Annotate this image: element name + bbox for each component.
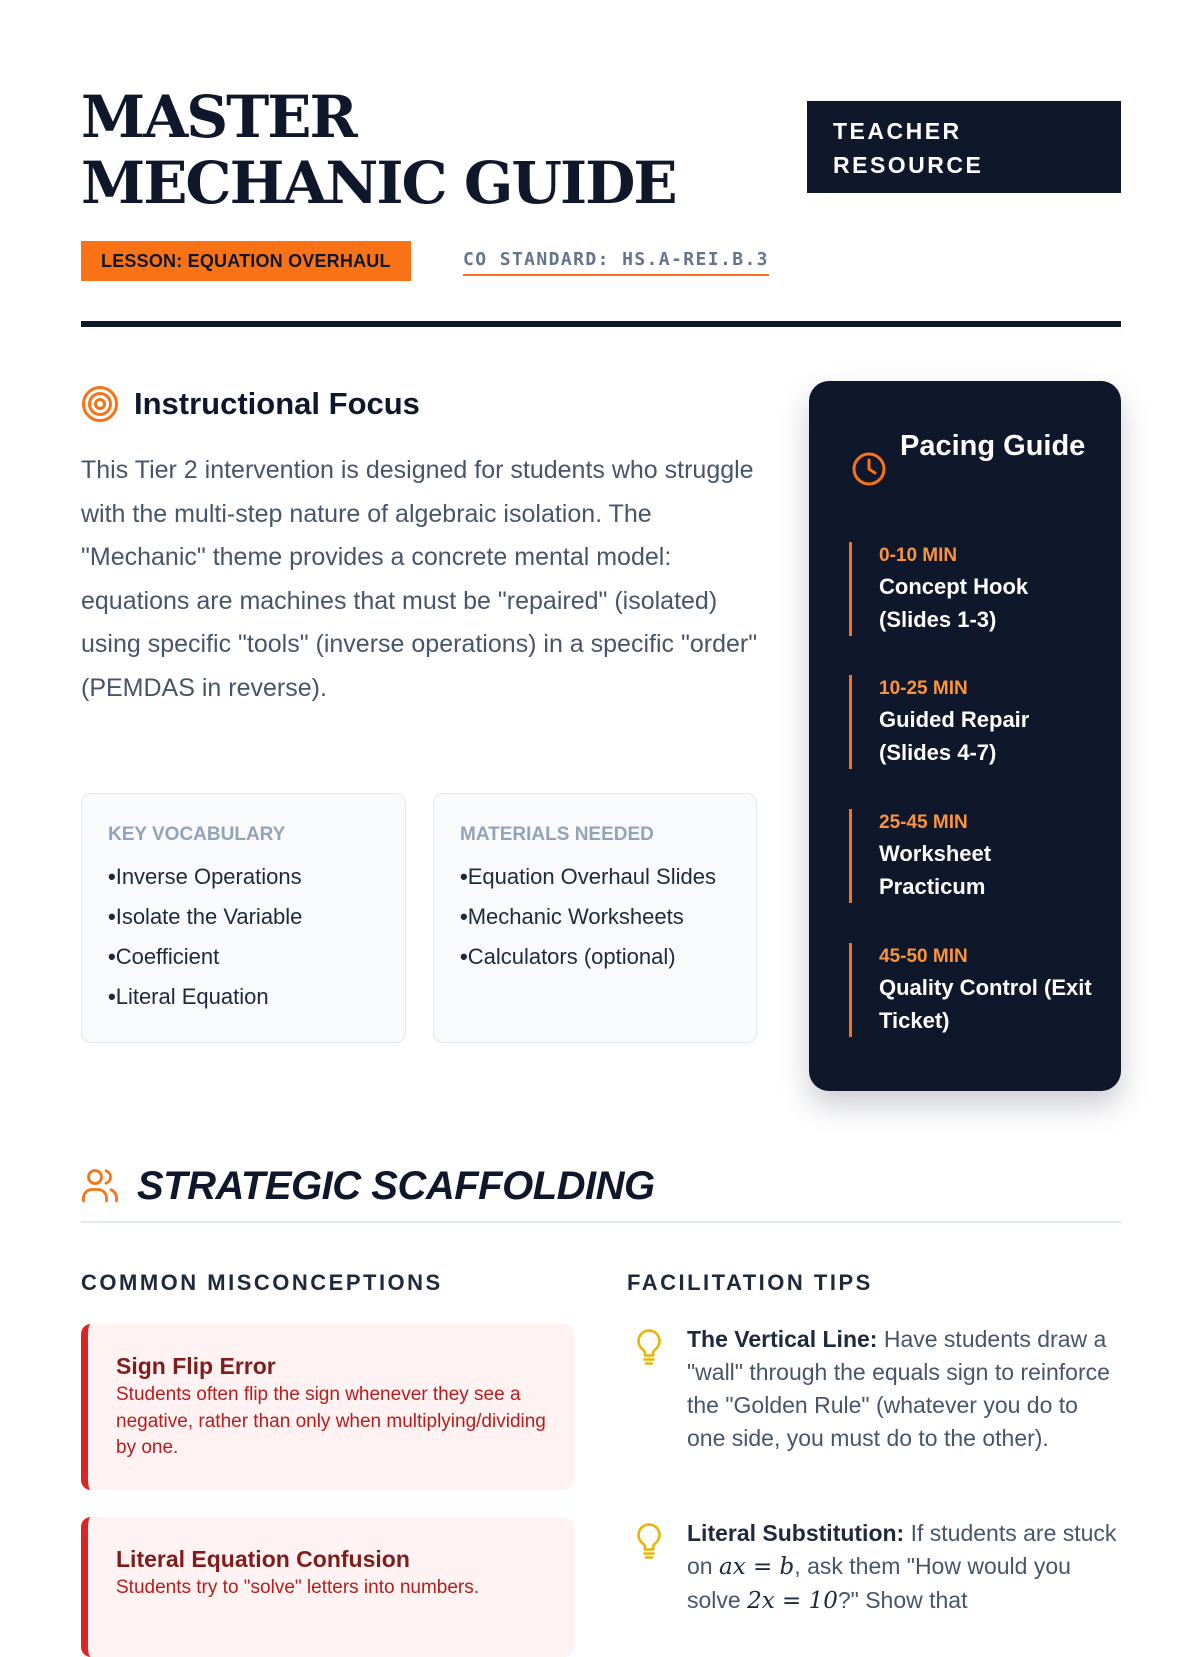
header-divider <box>81 321 1121 327</box>
misconception-title: Literal Equation Confusion <box>116 1546 410 1572</box>
misconception-text: Students often flip the sign whenever they see a negative, rather than only when multiplying/dividing by one. <box>116 1384 546 1458</box>
materials-list <box>460 860 730 973</box>
pacing-label: Quality Control (Exit Ticket) <box>879 975 1092 1033</box>
key-vocabulary-label: KEY VOCABULARY <box>108 824 286 845</box>
page-title: MASTER MECHANIC GUIDE <box>81 83 676 217</box>
pacing-guide-panel <box>809 381 1121 1091</box>
facilitation-tips-heading: FACILITATION TIPS <box>627 1270 873 1295</box>
tip-text <box>687 1323 1121 1455</box>
lesson-tag: LESSON: EQUATION OVERHAUL <box>81 241 411 281</box>
vocabulary-list <box>108 860 379 1013</box>
pacing-item <box>849 809 1099 903</box>
lightbulb-icon <box>635 1328 663 1366</box>
list-item: • Equation Overhaul Slides <box>460 860 730 893</box>
facilitation-tip <box>627 1323 1121 1455</box>
pacing-time: 25-45 MIN <box>879 812 968 833</box>
lightbulb-icon <box>635 1522 663 1560</box>
pacing-label: Worksheet Practicum <box>879 841 992 899</box>
tip-body: ?" Show that <box>837 1587 968 1613</box>
instructional-focus-text: This Tier 2 intervention is designed for students who struggle with the multi-step nature of algebraic isolation. The "Mechanic" theme provides a concrete mental model: equations are machines that must be "repaired" (isolated) using specific "tools" (inverse operations) in a specific "order" (PEMDAS in reverse). <box>81 456 758 702</box>
list-item: • Mechanic Worksheets <box>460 900 730 933</box>
pacing-label: Concept Hook (Slides 1-3) <box>879 574 1029 632</box>
clock-icon <box>851 451 887 487</box>
teacher-resource-badge: TEACHER RESOURCE <box>807 101 1121 193</box>
pacing-time: 45-50 MIN <box>879 946 968 967</box>
list-item: • Inverse Operations <box>108 860 379 893</box>
pacing-time: 0-10 MIN <box>879 545 958 566</box>
math-expression: ax = b <box>718 1554 795 1580</box>
list-item: • Isolate the Variable <box>108 900 379 933</box>
misconception-card <box>81 1517 574 1657</box>
list-item: • Calculators (optional) <box>460 940 730 973</box>
users-icon <box>81 1166 119 1204</box>
tip-body: , ask them "How would you solve <box>687 1553 1071 1613</box>
facilitation-tip <box>627 1517 1121 1618</box>
materials-needed-label: MATERIALS NEEDED <box>460 824 654 845</box>
materials-needed-card <box>433 793 757 1043</box>
tip-text <box>687 1517 1121 1618</box>
tip-body: If students are stuck on <box>687 1520 1117 1579</box>
pacing-item <box>849 943 1099 1037</box>
misconception-card <box>81 1324 574 1490</box>
misconception-text: Students try to "solve" letters into numbers. <box>116 1577 480 1598</box>
target-icon <box>81 385 119 423</box>
tip-title: The Vertical Line: <box>687 1326 878 1352</box>
pacing-guide-heading: Pacing Guide <box>900 430 1086 462</box>
strategic-scaffolding-heading: STRATEGIC SCAFFOLDING <box>137 1164 655 1208</box>
section-divider <box>81 1221 1121 1223</box>
list-item: • Literal Equation <box>108 980 379 1013</box>
list-item: • Coefficient <box>108 940 379 973</box>
key-vocabulary-card <box>81 793 406 1043</box>
math-expression: 2x = 10 <box>747 1588 838 1614</box>
tip-title: Literal Substitution: <box>687 1520 905 1546</box>
teacher-guide-page <box>81 0 1121 1614</box>
instructional-focus-heading: Instructional Focus <box>134 386 420 421</box>
misconceptions-heading: COMMON MISCONCEPTIONS <box>81 1270 443 1295</box>
pacing-label: Guided Repair (Slides 4-7) <box>879 707 1030 765</box>
tip-body: Have students draw a "wall" through the equals sign to reinforce the "Golden Rule" (whatever you do to one side, you must do to the other). <box>687 1326 1110 1451</box>
pacing-item <box>849 675 1099 769</box>
standard-link[interactable]: CO STANDARD: HS.A-REI.B.3 <box>463 247 769 276</box>
pacing-time: 10-25 MIN <box>879 678 968 699</box>
pacing-item <box>849 542 1099 636</box>
misconception-title: Sign Flip Error <box>116 1353 276 1379</box>
